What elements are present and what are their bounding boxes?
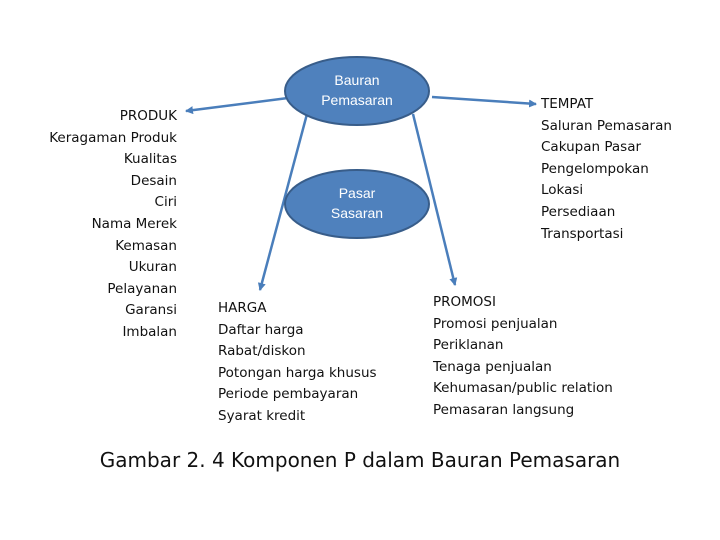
harga-item: Periode pembayaran (218, 386, 359, 403)
produk-item: Ukuran (128, 259, 177, 276)
produk-item: Imbalan (122, 323, 177, 340)
bauran-pemasaran-label (297, 70, 417, 110)
produk-item: Desain (130, 172, 177, 189)
promosi-item: Pemasaran langsung (433, 401, 575, 418)
tempat-group (541, 94, 672, 245)
harga-item: Daftar harga (218, 321, 304, 338)
tempat-title: TEMPAT (541, 96, 594, 112)
promosi-item: Periklanan (433, 337, 504, 354)
harga-group (218, 298, 377, 428)
figure-caption: Gambar 2. 4 Komponen P dalam Bauran Pemasaran (99, 448, 621, 472)
produk-title: PRODUK (119, 108, 177, 124)
produk-item: Kualitas (123, 151, 177, 168)
produk-item: Kemasan (115, 237, 177, 254)
tempat-item: Saluran Pemasaran (541, 117, 672, 134)
promosi-item: Tenaga penjualan (433, 358, 552, 375)
tempat-item: Lokasi (541, 182, 584, 199)
bauran-line-2: Pemasaran (321, 92, 393, 108)
harga-title: HARGA (218, 300, 267, 316)
harga-item: Rabat/diskon (218, 343, 306, 360)
tempat-item: Pengelompokan (541, 160, 649, 177)
harga-item: Syarat kredit (218, 407, 306, 424)
promosi-item: Kehumasan/public relation (433, 380, 613, 397)
produk-item: Garansi (125, 302, 177, 319)
produk-item: Ciri (154, 194, 177, 211)
pasar-line-1: Pasar (338, 185, 376, 201)
arrow-to-tempat (432, 97, 536, 104)
tempat-item: Cakupan Pasar (541, 139, 642, 156)
promosi-title: PROMOSI (433, 294, 496, 310)
pasar-sasaran-label (297, 183, 417, 223)
bauran-line-1: Bauran (334, 72, 380, 88)
promosi-group (433, 292, 613, 422)
produk-group (49, 106, 177, 344)
pasar-line-2: Sasaran (330, 205, 384, 221)
produk-item: Keragaman Produk (49, 129, 177, 146)
tempat-item: Transportasi (541, 225, 624, 242)
harga-item: Potongan harga khusus (218, 364, 377, 381)
tempat-item: Persediaan (541, 203, 616, 220)
arrow-to-produk (186, 98, 288, 111)
produk-item: Nama Merek (91, 215, 177, 232)
promosi-item: Promosi penjualan (433, 315, 558, 332)
produk-item: Pelayanan (107, 280, 177, 297)
